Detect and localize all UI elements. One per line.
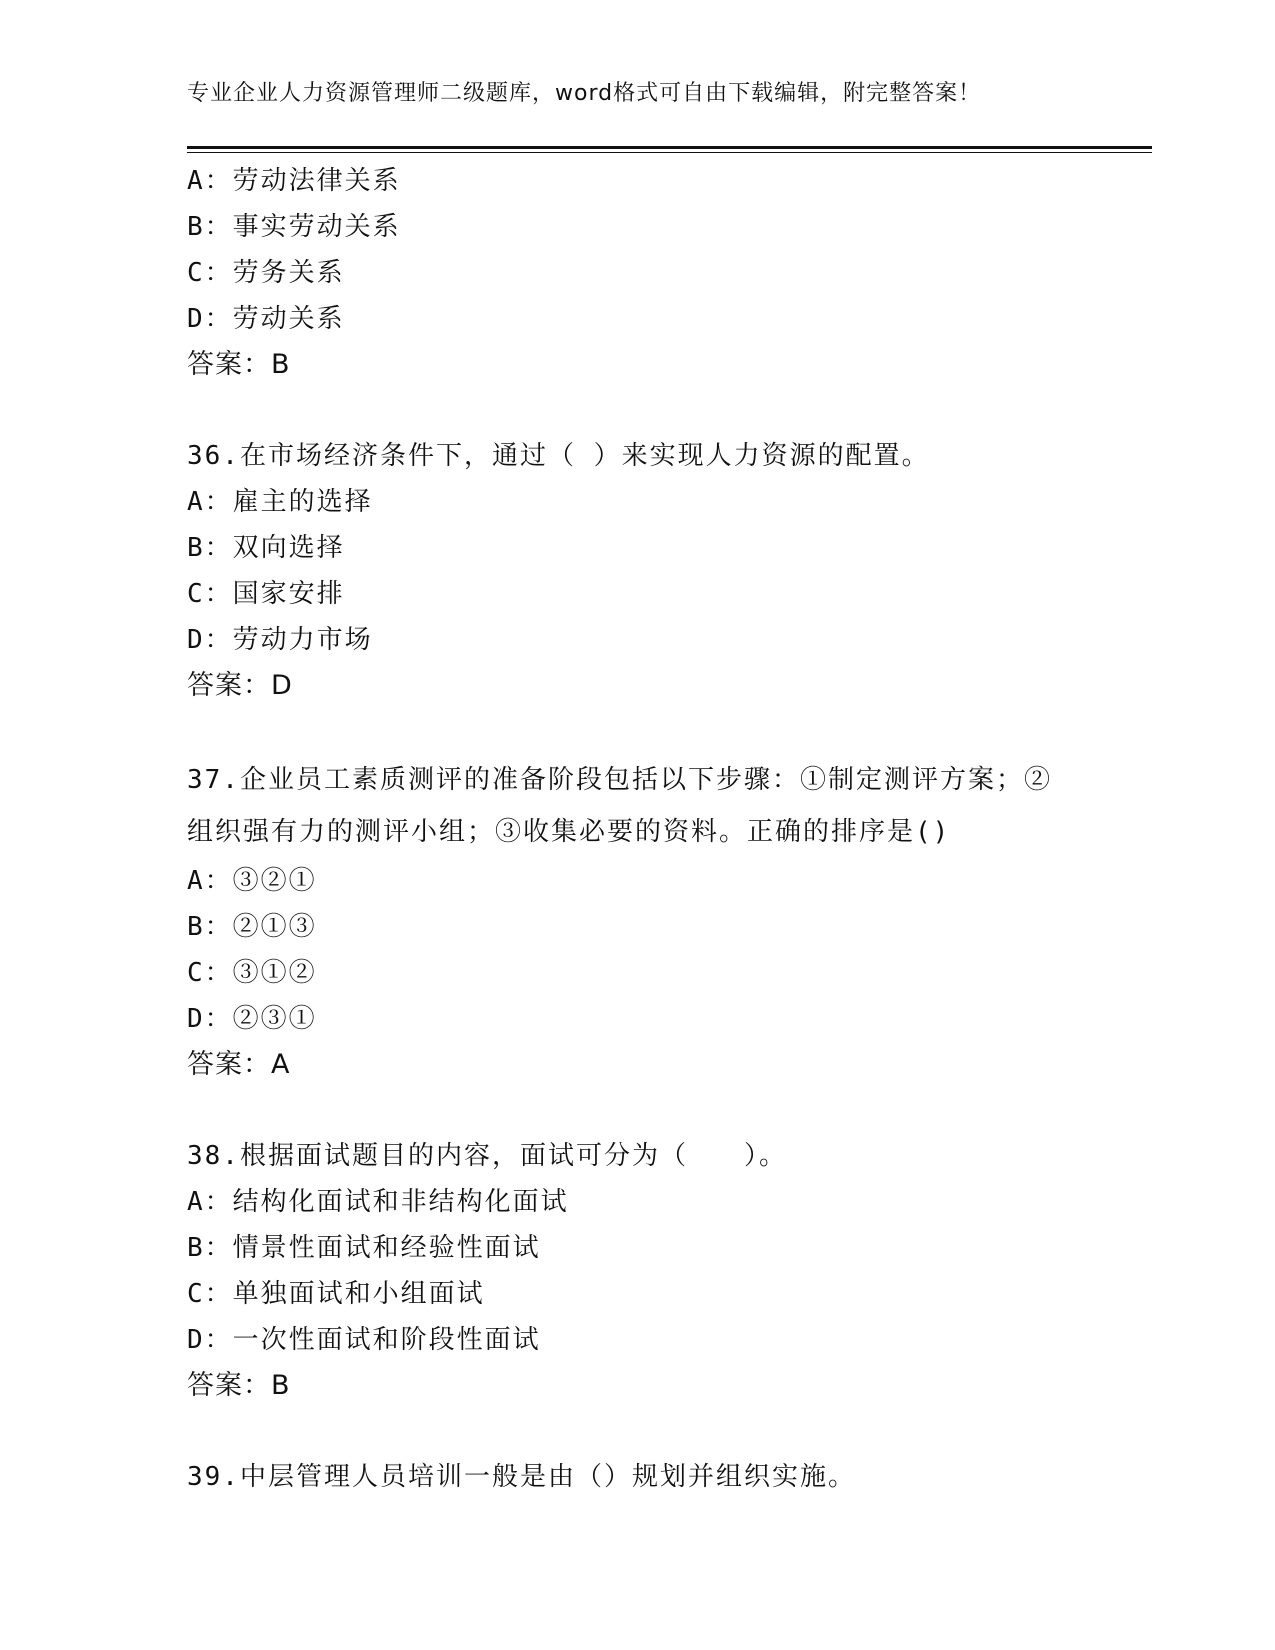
question-list — [187, 158, 1087, 1500]
option-c: C：国家安排 — [187, 579, 345, 609]
question-stem: 37.企业员工素质测评的准备阶段包括以下步骤：①制定测评方案；② — [187, 765, 1052, 795]
question-block — [187, 1454, 1087, 1500]
answer-line: 答案：D — [187, 670, 293, 701]
option-d: D：劳动关系 — [187, 304, 345, 334]
option-c: C：③①② — [187, 958, 317, 988]
question-stem: 38.根据面试题目的内容，面试可分为（ ）。 — [187, 1141, 787, 1171]
option-b: B：事实劳动关系 — [187, 212, 401, 242]
option-b: B：双向选择 — [187, 533, 345, 563]
option-c: C：劳务关系 — [187, 258, 345, 288]
answer-line: 答案：A — [187, 1049, 291, 1080]
option-a: A：③②① — [187, 866, 317, 896]
option-d: D：②③① — [187, 1004, 317, 1034]
header-rule-thick — [187, 146, 1152, 149]
question-block — [187, 433, 1087, 709]
question-stem-continued: 组织强有力的测评小组；③收集必要的资料。正确的排序是() — [187, 817, 951, 847]
question-block — [187, 158, 1087, 388]
option-a: A：结构化面试和非结构化面试 — [187, 1187, 569, 1217]
header-rule-thin — [187, 152, 1152, 153]
question-block — [187, 1133, 1087, 1409]
page-header: 专业企业人力资源管理师二级题库，word格式可自由下载编辑，附完整答案！ — [187, 81, 982, 106]
question-stem: 36.在市场经济条件下，通过（ ）来实现人力资源的配置。 — [187, 441, 930, 471]
option-a: A：雇主的选择 — [187, 487, 373, 517]
option-c: C：单独面试和小组面试 — [187, 1279, 485, 1309]
option-b: B：②①③ — [187, 912, 317, 942]
option-a: A：劳动法律关系 — [187, 166, 401, 196]
answer-line: 答案：B — [187, 349, 291, 380]
question-block — [187, 754, 1087, 1088]
option-d: D：劳动力市场 — [187, 625, 373, 655]
question-stem: 39.中层管理人员培训一般是由（）规划并组织实施。 — [187, 1462, 856, 1492]
option-b: B：情景性面试和经验性面试 — [187, 1233, 541, 1263]
option-d: D：一次性面试和阶段性面试 — [187, 1325, 541, 1355]
answer-line: 答案：B — [187, 1370, 291, 1401]
